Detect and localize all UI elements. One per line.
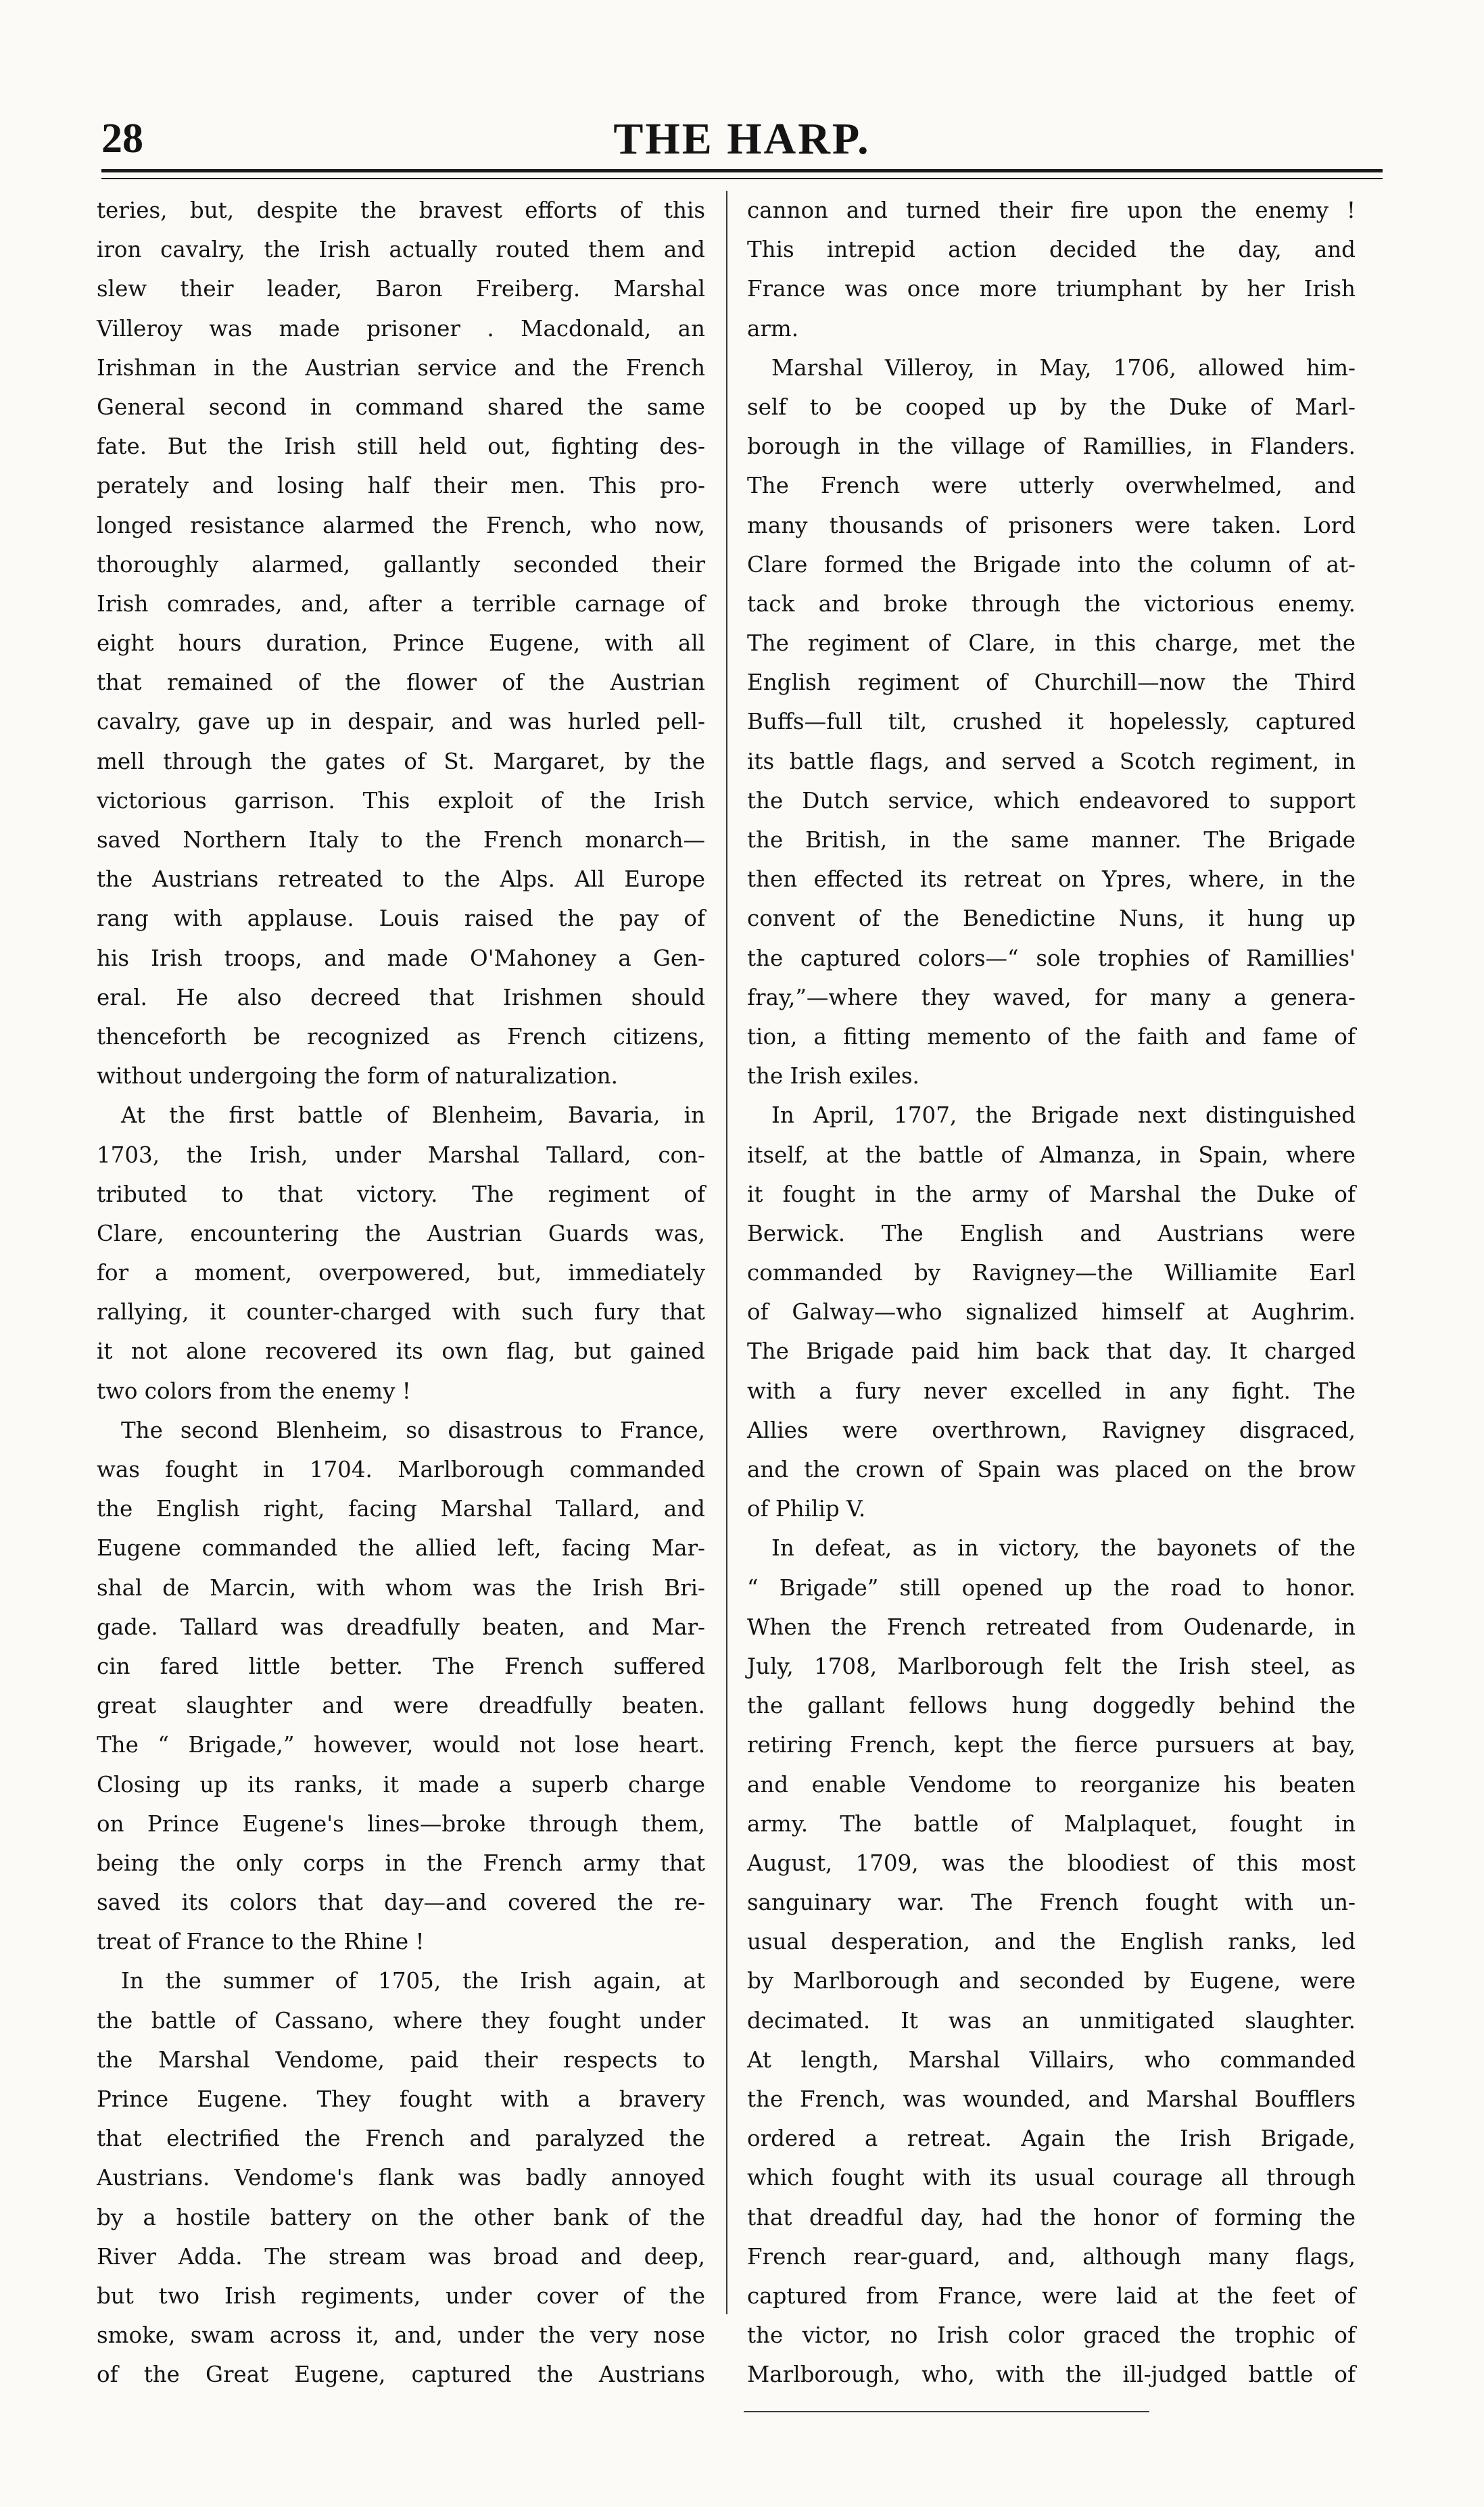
text-line: that remained of the flower of the Austrian xyxy=(97,670,705,696)
text-line: August, 1709, was the bloodiest of this most xyxy=(747,1850,1356,1876)
text-line: the British, in the same manner. The Brigade xyxy=(747,827,1356,853)
text-line: eral. He also decreed that Irishmen should xyxy=(97,984,705,1010)
text-line: Irishman in the Austrian service and the French xyxy=(97,354,705,381)
text-line: mell through the gates of St. Margaret, by the xyxy=(97,748,705,774)
text-line: iron cavalry, the Irish actually routed them and xyxy=(97,237,705,263)
text-line: of Philip V. xyxy=(747,1496,866,1522)
text-line: then effected its retreat on Ypres, where, in the xyxy=(747,866,1356,893)
text-line: Closing up its ranks, it made a superb charge xyxy=(97,1771,705,1798)
header-rule-thin xyxy=(101,178,1383,179)
text-line: 1703, the Irish, under Marshal Tallard, con- xyxy=(97,1142,705,1168)
text-line: In April, 1707, the Brigade next distinguished xyxy=(771,1102,1356,1129)
text-line: usual desperation, and the English ranks, led xyxy=(747,1929,1356,1955)
text-line: France was once more triumphant by her Irish xyxy=(747,276,1356,302)
text-line: thenceforth be recognized as French citizens, xyxy=(97,1023,705,1050)
text-line: of Galway—who signalized himself at Aughrim. xyxy=(747,1299,1356,1326)
text-line: River Adda. The stream was broad and deep, xyxy=(97,2243,705,2270)
text-line: cin fared little better. The French suffered xyxy=(97,1653,705,1679)
text-line: Prince Eugene. They fought with a bravery xyxy=(97,2086,705,2112)
text-line: At the first battle of Blenheim, Bavaria, in xyxy=(121,1102,705,1129)
text-line: The regiment of Clare, in this charge, met the xyxy=(747,630,1356,657)
text-line: sanguinary war. The French fought with un- xyxy=(747,1890,1356,1916)
text-line: decimated. It was an unmitigated slaughter. xyxy=(747,2007,1356,2034)
text-line: captured from France, were laid at the feet of xyxy=(747,2282,1356,2309)
text-line: In defeat, as in victory, the bayonets of the xyxy=(771,1535,1356,1562)
text-line: Berwick. The English and Austrians were xyxy=(747,1220,1356,1246)
article-columns xyxy=(97,191,1385,2388)
text-line: thoroughly alarmed, gallantly seconded their xyxy=(97,551,705,578)
text-line: cavalry, gave up in despair, and was hurled pell- xyxy=(97,709,705,735)
text-line: victorious garrison. This exploit of the Irish xyxy=(97,787,705,814)
text-line: the captured colors—“ sole trophies of Ramillies' xyxy=(747,945,1356,971)
header-rule-thick xyxy=(101,169,1383,172)
text-line: ordered a retreat. Again the Irish Brigade, xyxy=(747,2126,1356,2152)
text-line: was fought in 1704. Marlborough commanded xyxy=(97,1457,705,1482)
text-line: the French, was wounded, and Marshal Boufflers xyxy=(747,2086,1356,2112)
text-line: without undergoing the form of naturalization. xyxy=(97,1063,618,1090)
text-line: the Austrians retreated to the Alps. All Europe xyxy=(97,866,705,893)
text-line: smoke, swam across it, and, under the very nose xyxy=(97,2322,705,2349)
text-line: being the only corps in the French army that xyxy=(97,1850,705,1876)
text-line: saved its colors that day—and covered the re- xyxy=(97,1890,705,1916)
text-line: on Prince Eugene's lines—broke through them, xyxy=(97,1810,705,1837)
text-line: gade. Tallard was dreadfully beaten, and Mar- xyxy=(97,1614,705,1640)
text-line: convent of the Benedictine Nuns, it hung up xyxy=(747,906,1356,932)
right-column xyxy=(747,191,1356,2388)
text-line: rallying, it counter-charged with such fury that xyxy=(97,1299,705,1326)
text-line: July, 1708, Marlborough felt the Irish steel, as xyxy=(747,1653,1356,1679)
text-line: Marlborough, who, with the ill-judged battle of xyxy=(747,2362,1356,2388)
text-line: The “ Brigade,” however, would not lose heart. xyxy=(97,1732,705,1758)
publication-title: THE HARP. xyxy=(613,114,871,164)
text-line: that dreadful day, had the honor of forming the xyxy=(747,2204,1356,2230)
text-line: his Irish troops, and made O'Mahoney a Gen- xyxy=(97,945,705,971)
text-line: army. The battle of Malplaquet, fought in xyxy=(747,1810,1356,1837)
text-line: the Irish exiles. xyxy=(747,1063,919,1090)
text-line: French rear-guard, and, although many flags, xyxy=(747,2243,1356,2270)
text-line: rang with applause. Louis raised the pay of xyxy=(97,906,705,932)
text-line: longed resistance alarmed the French, who now, xyxy=(97,512,705,538)
text-line: Marshal Villeroy, in May, 1706, allowed him- xyxy=(771,354,1356,381)
text-line: and enable Vendome to reorganize his beaten xyxy=(747,1771,1356,1798)
text-line: This intrepid action decided the day, and xyxy=(747,237,1356,263)
text-line: two colors from the enemy ! xyxy=(97,1378,411,1404)
text-line: shal de Marcin, with whom was the Irish Bri- xyxy=(97,1574,705,1601)
text-line: Villeroy was made prisoner . Macdonald, an xyxy=(97,315,705,342)
text-line: The French were utterly overwhelmed, and xyxy=(747,473,1356,499)
left-column xyxy=(97,191,705,2388)
text-line: Buffs—full tilt, crushed it hopelessly, captured xyxy=(747,709,1356,735)
text-line: with a fury never excelled in any fight. The xyxy=(747,1378,1356,1404)
text-line: the battle of Cassano, where they fought under xyxy=(97,2007,705,2034)
text-line: Clare, encountering the Austrian Guards was, xyxy=(97,1220,705,1246)
text-line: its battle flags, and served a Scotch regiment, in xyxy=(747,748,1356,774)
text-line: fate. But the Irish still held out, fighting des- xyxy=(97,434,705,460)
text-line: by a hostile battery on the other bank of the xyxy=(97,2204,705,2230)
text-line: but two Irish regiments, under cover of the xyxy=(97,2282,705,2309)
text-line: eight hours duration, Prince Eugene, with all xyxy=(97,630,705,657)
text-line: cannon and turned their fire upon the enemy ! xyxy=(747,197,1356,223)
text-line: and the crown of Spain was placed on the brow xyxy=(747,1457,1356,1482)
text-line: slew their leader, Baron Freiberg. Marshal xyxy=(97,276,705,302)
text-line: Clare formed the Brigade into the column of at- xyxy=(747,551,1356,578)
text-line: General second in command shared the same xyxy=(97,394,705,420)
text-line: the Dutch service, which endeavored to support xyxy=(747,787,1356,814)
text-line: teries, but, despite the bravest efforts of this xyxy=(97,197,705,223)
text-line: Eugene commanded the allied left, facing Mar- xyxy=(97,1535,705,1562)
text-line: great slaughter and were dreadfully beaten. xyxy=(97,1693,705,1719)
text-line: that electrified the French and paralyzed the xyxy=(97,2126,705,2152)
text-line: arm. xyxy=(747,315,799,342)
text-line: by Marlborough and seconded by Eugene, were xyxy=(747,1968,1356,1994)
text-line: it fought in the army of Marshal the Duke of xyxy=(747,1181,1356,1207)
text-line: The Brigade paid him back that day. It charged xyxy=(747,1338,1356,1365)
text-line: When the French retreated from Oudenarde, in xyxy=(747,1614,1356,1640)
text-line: which fought with its usual courage all through xyxy=(747,2165,1356,2191)
text-line: the gallant fellows hung doggedly behind the xyxy=(747,1693,1356,1719)
text-line: tion, a fitting memento of the faith and fame of xyxy=(747,1023,1356,1050)
text-line: the English right, facing Marshal Tallard, and xyxy=(97,1496,705,1522)
text-line: At length, Marshal Villairs, who commanded xyxy=(747,2046,1356,2073)
text-line: saved Northern Italy to the French monarch— xyxy=(97,827,705,853)
column-divider xyxy=(726,191,727,2314)
text-line: The second Blenheim, so disastrous to France, xyxy=(121,1417,705,1443)
text-line: retiring French, kept the fierce pursuers at bay, xyxy=(747,1732,1356,1758)
text-line: treat of France to the Rhine ! xyxy=(97,1929,425,1955)
page-number: 28 xyxy=(101,116,143,162)
text-line: it not alone recovered its own flag, but gained xyxy=(97,1338,705,1365)
text-line: itself, at the battle of Almanza, in Spain, where xyxy=(747,1142,1356,1168)
text-line: self to be cooped up by the Duke of Marl- xyxy=(747,394,1356,420)
text-line: fray,”—where they waved, for many a genera- xyxy=(747,984,1356,1010)
text-line: borough in the village of Ramillies, in Flanders. xyxy=(747,434,1356,460)
text-line: for a moment, overpowered, but, immediately xyxy=(97,1260,705,1286)
text-line: the victor, no Irish color graced the trophic of xyxy=(747,2322,1356,2349)
text-line: of the Great Eugene, captured the Austrians xyxy=(97,2362,705,2388)
text-line: English regiment of Churchill—now the Third xyxy=(747,670,1356,696)
text-line: Austrians. Vendome's flank was badly annoyed xyxy=(97,2165,705,2191)
text-line: commanded by Ravigney—the Williamite Earl xyxy=(747,1260,1356,1286)
text-line: tack and broke through the victorious enemy. xyxy=(747,590,1356,617)
text-line: “ Brigade” still opened up the road to honor. xyxy=(747,1574,1356,1601)
text-line: Allies were overthrown, Ravigney disgraced, xyxy=(747,1417,1356,1443)
text-line: Irish comrades, and, after a terrible carnage of xyxy=(97,590,705,617)
text-line: perately and losing half their men. This pro- xyxy=(97,473,705,499)
footer-rule xyxy=(744,2411,1149,2412)
text-line: the Marshal Vendome, paid their respects to xyxy=(97,2046,705,2073)
text-line: In the summer of 1705, the Irish again, at xyxy=(121,1968,705,1994)
text-line: tributed to that victory. The regiment of xyxy=(97,1181,705,1207)
text-line: many thousands of prisoners were taken. Lord xyxy=(747,512,1356,538)
